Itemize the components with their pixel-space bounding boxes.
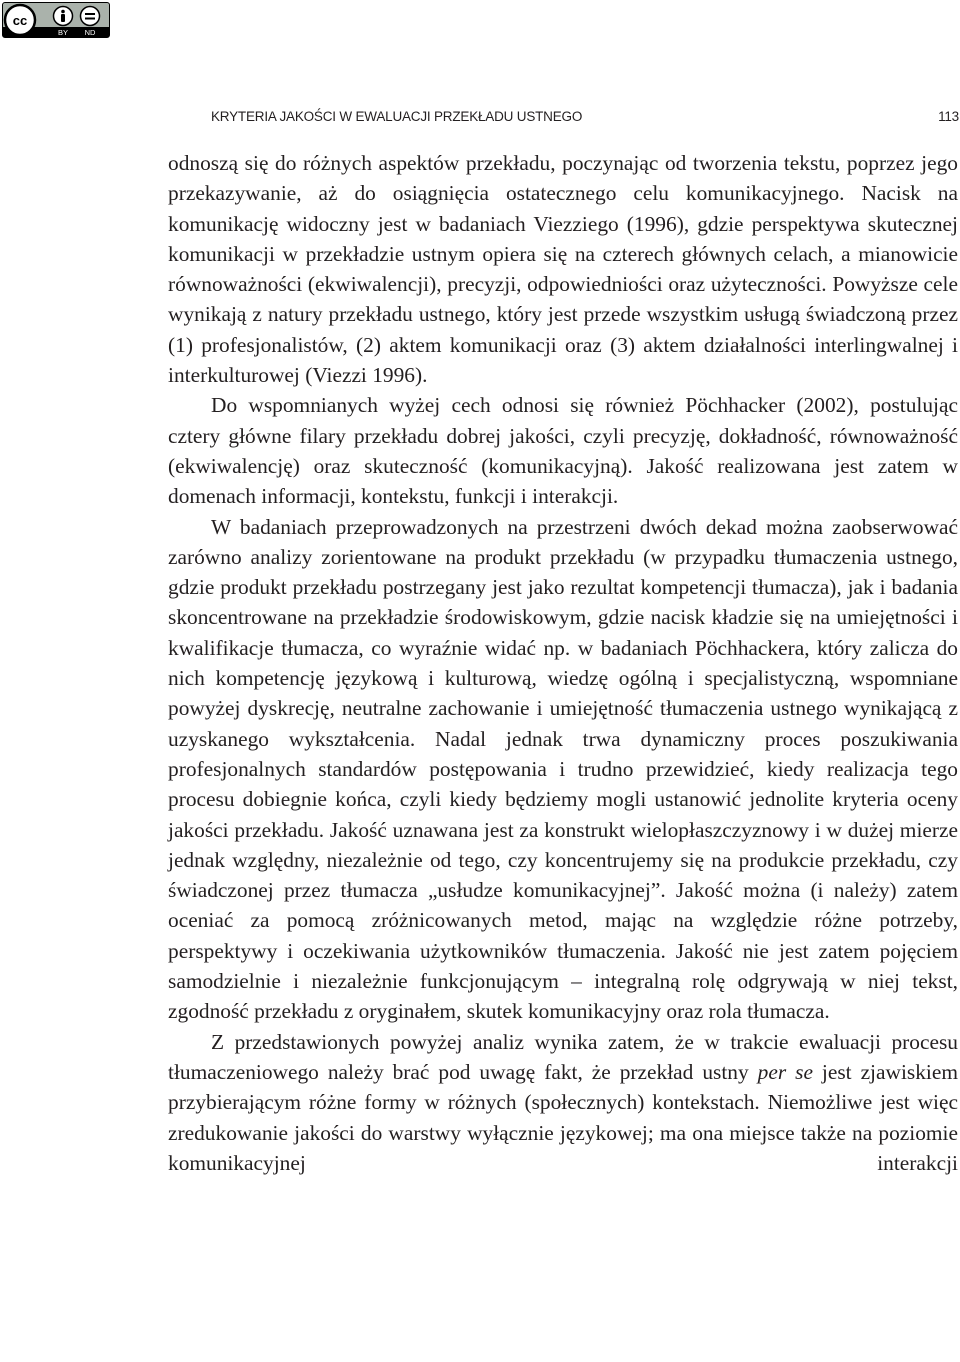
page-number: 113 <box>938 108 959 124</box>
cc-logo-text: cc <box>12 13 28 28</box>
license-badge <box>2 2 110 38</box>
paragraph-4-text-b: jest zjawiskiem przybierającym różne formy w różnych (społecznych) kontekstach. Niemożliwe jest więc zredukowanie jakości do warstwy wyłącznie językowej; ma ona miejsce także na poziomie komunikacyjnej interakcji <box>168 1059 958 1175</box>
italic-term: per se <box>757 1059 813 1084</box>
cc-license-graphic <box>3 3 109 37</box>
paragraph-3: W badaniach przeprowadzonych na przestrzeni dwóch dekad można zaobserwować zarówno analizy zorientowane na produkt przekładu (w przypadku tłumaczenia ustnego, gdzie produkt przekładu postrzegany jest jako rezultat kompetencji tłumacza), jak i badania skoncentrowane na przekładzie środowiskowym, gdzie nacisk kładzie się na umiejętności i kwalifikacje tłumacza, co wyraźnie widać np. w badaniach Pöchhackera, który zalicza do nich kompetencję językową i kulturową, wiedzę ogólną i specjalistyczną, wspomniane powyżej dyskrecję, neutralne zachowanie i umiejętność tłumaczenia ustnego wynikającą z uzyskanego wykształcenia. Nadal jednak trwa dynamiczny proces poszukiwania profesjonalnych standardów postępowania i trudno przewidzieć, kiedy realizacja tego procesu dobiegnie końca, czyli kiedy będziemy mogli ustanowić jednolite kryteria oceny jakości przekładu. Jakość uznawana jest za konstrukt wielopłaszczyznowy i w dużej mierze jednak względny, niezależnie od tego, czy koncentrujemy się na produkcie przekładu, czy świadczonej przez tłumacza „usłudze komunikacyjnej”. Jakość można (i należy) zatem oceniać za pomocą zróżnicowanych metod, mając na względzie różne potrzeby, perspektywy i oczekiwania użytkowników tłumaczenia. Jakość nie jest zatem pojęciem samodzielnie i niezależnie funkcjonującym – integralną rolę odgrywają w niej tekst, zgodność przekładu z oryginałem, skutek komunikacyjny oraz rola tłumacza. <box>168 514 958 1024</box>
running-header <box>211 106 959 126</box>
person-icon <box>54 7 73 26</box>
by-label: BY <box>57 28 69 37</box>
paragraph-4-text-a: Z przedstawionych powyżej analiz wynika zatem, że w trakcie ewaluacji procesu tłumaczeniowego należy brać pod uwagę fakt, że przekład ustny <box>168 1029 958 1084</box>
body-text <box>168 148 958 1178</box>
running-title: KRYTERIA JAKOŚCI W EWALUACJI PRZEKŁADU USTNEGO <box>211 108 583 124</box>
paragraph-2: Do wspomnianych wyżej cech odnosi się również Pöchhacker (2002), postulując cztery główne filary przekładu dobrej jakości, czyli precyzję, dokładność, równoważność (ekwiwalencję) oraz skuteczność (komunikacyjną). Jakość realizowana jest zatem w domenach informacji, kontekstu, funkcji i interakcji. <box>168 393 958 509</box>
paragraph-1: odnoszą się do różnych aspektów przekładu, poczynając od tworzenia tekstu, poprzez jego przekazywanie, aż do osiągnięcia ostatecznego celu komunikacyjnego. Nacisk na komunikację widoczny jest w badaniach Viezziego (1996), gdzie perspektywa skutecznej komunikacji w przekładzie ustnym opiera się na czterech głównych celach, a mianowicie równoważności (ekwiwalencji), precyzji, odpowiedniości oraz użyteczności. Powyższe cele wynikają z natury przekładu ustnego, który jest przede wszystkim usługą świadczoną przez (1) profesjonalistów, (2) aktem komunikacji oraz (3) aktem działalności interlingwalnej i interkulturowej (Viezzi 1996). <box>168 151 958 388</box>
paragraph-4 <box>168 1027 958 1178</box>
nd-label: ND <box>84 28 96 37</box>
equals-icon <box>81 7 100 26</box>
